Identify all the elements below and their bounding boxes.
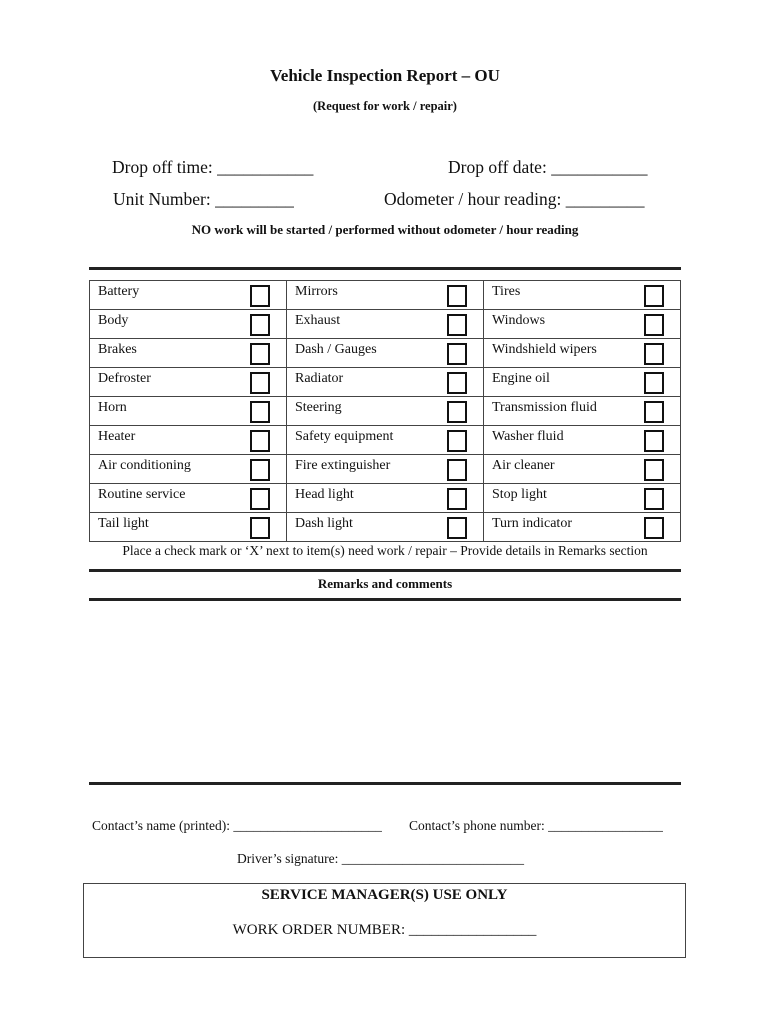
checklist-cell bbox=[287, 368, 484, 397]
checkbox[interactable] bbox=[447, 401, 467, 423]
checkbox[interactable] bbox=[644, 372, 664, 394]
checklist-cell bbox=[90, 339, 287, 368]
checklist-cell bbox=[484, 310, 681, 339]
checklist-cell bbox=[90, 368, 287, 397]
checklist-item-label: Defroster bbox=[98, 371, 151, 386]
checklist-cell bbox=[90, 513, 287, 542]
checklist-row bbox=[90, 455, 681, 484]
checklist-cell bbox=[287, 397, 484, 426]
checkbox[interactable] bbox=[250, 517, 270, 539]
checklist-item-label: Head light bbox=[295, 487, 354, 502]
checklist-cell bbox=[287, 426, 484, 455]
checklist-cell bbox=[484, 484, 681, 513]
checkbox[interactable] bbox=[644, 430, 664, 452]
checkbox[interactable] bbox=[447, 343, 467, 365]
checklist-item-label: Tires bbox=[492, 284, 521, 299]
checkbox[interactable] bbox=[644, 314, 664, 336]
checklist-item-label: Safety equipment bbox=[295, 429, 394, 444]
checkbox[interactable] bbox=[447, 488, 467, 510]
checklist-item-label: Engine oil bbox=[492, 371, 550, 386]
drop-off-time-field[interactable]: Drop off time: ___________ bbox=[112, 157, 314, 177]
checklist-cell bbox=[90, 484, 287, 513]
checklist-cell bbox=[287, 310, 484, 339]
checklist-item-label: Dash / Gauges bbox=[295, 342, 377, 357]
contact-name-field[interactable]: Contact’s name (printed): ______________________ bbox=[92, 818, 382, 833]
report-subtitle: (Request for work / repair) bbox=[313, 99, 457, 113]
checklist-item-label: Washer fluid bbox=[492, 429, 564, 444]
checklist-item-label: Mirrors bbox=[295, 284, 338, 299]
service-manager-title: SERVICE MANAGER(S) USE ONLY bbox=[261, 887, 508, 903]
checkbox[interactable] bbox=[447, 459, 467, 481]
checklist-item-label: Turn indicator bbox=[492, 516, 572, 531]
work-order-field[interactable]: WORK ORDER NUMBER: _________________ bbox=[232, 922, 537, 938]
divider bbox=[89, 569, 681, 572]
divider bbox=[89, 598, 681, 601]
checklist-item-label: Stop light bbox=[492, 487, 547, 502]
checklist-item-label: Fire extinguisher bbox=[295, 458, 391, 473]
unit-number-field[interactable]: Unit Number: _________ bbox=[113, 189, 294, 209]
driver-signature-field[interactable]: Driver’s signature: ___________________________ bbox=[237, 851, 524, 866]
checkbox[interactable] bbox=[250, 314, 270, 336]
contact-phone-field[interactable]: Contact’s phone number: _________________ bbox=[409, 818, 663, 833]
checkbox[interactable] bbox=[447, 517, 467, 539]
checkbox[interactable] bbox=[250, 401, 270, 423]
checklist-cell bbox=[484, 513, 681, 542]
checklist-item-label: Exhaust bbox=[295, 313, 341, 328]
checklist-cell bbox=[90, 455, 287, 484]
checklist-item-label: Routine service bbox=[98, 487, 186, 502]
checklist-cell bbox=[484, 426, 681, 455]
checkbox[interactable] bbox=[644, 401, 664, 423]
checklist-row bbox=[90, 426, 681, 455]
checkbox[interactable] bbox=[447, 314, 467, 336]
checklist-instructions: Place a check mark or ‘X’ next to item(s) need work / repair – Provide details in Remarks section bbox=[122, 543, 648, 558]
checklist-cell bbox=[90, 310, 287, 339]
checklist-cell bbox=[90, 397, 287, 426]
checklist-item-label: Horn bbox=[98, 400, 127, 415]
checklist-cell bbox=[90, 281, 287, 310]
checkbox[interactable] bbox=[644, 488, 664, 510]
checkbox[interactable] bbox=[250, 488, 270, 510]
checklist-item-label: Body bbox=[98, 313, 129, 328]
checkbox[interactable] bbox=[447, 430, 467, 452]
checklist-row bbox=[90, 484, 681, 513]
checklist-item-label: Brakes bbox=[98, 342, 137, 357]
checklist-cell bbox=[484, 455, 681, 484]
odometer-field[interactable]: Odometer / hour reading: _________ bbox=[384, 189, 645, 209]
checklist-row bbox=[90, 397, 681, 426]
checklist-item-label: Dash light bbox=[295, 516, 353, 531]
checklist-row bbox=[90, 368, 681, 397]
checklist-item-label: Tail light bbox=[98, 516, 149, 531]
divider bbox=[89, 267, 681, 270]
checklist-item-label: Windshield wipers bbox=[492, 342, 597, 357]
checklist-cell bbox=[484, 368, 681, 397]
odometer-notice: NO work will be started / performed without odometer / hour reading bbox=[191, 222, 579, 237]
checklist-item-label: Heater bbox=[98, 429, 136, 444]
checklist-item-label: Air cleaner bbox=[492, 458, 555, 473]
checklist-row bbox=[90, 310, 681, 339]
inspection-checklist bbox=[89, 280, 681, 542]
divider bbox=[89, 782, 681, 785]
checkbox[interactable] bbox=[250, 372, 270, 394]
checkbox[interactable] bbox=[644, 517, 664, 539]
report-title: Vehicle Inspection Report – OU bbox=[270, 66, 500, 85]
checklist-cell bbox=[287, 513, 484, 542]
drop-off-date-field[interactable]: Drop off date: ___________ bbox=[448, 157, 648, 177]
checkbox[interactable] bbox=[250, 343, 270, 365]
checkbox[interactable] bbox=[644, 343, 664, 365]
checklist-cell bbox=[287, 339, 484, 368]
checklist-item-label: Steering bbox=[295, 400, 342, 415]
checklist-cell bbox=[287, 455, 484, 484]
remarks-area[interactable] bbox=[89, 602, 681, 780]
checkbox[interactable] bbox=[644, 459, 664, 481]
checklist-cell bbox=[90, 426, 287, 455]
checkbox[interactable] bbox=[250, 285, 270, 307]
checkbox[interactable] bbox=[250, 430, 270, 452]
remarks-title: Remarks and comments bbox=[317, 576, 453, 591]
checkbox[interactable] bbox=[644, 285, 664, 307]
checklist-cell bbox=[484, 281, 681, 310]
checklist-item-label: Battery bbox=[98, 284, 140, 299]
checkbox[interactable] bbox=[447, 372, 467, 394]
checklist-item-label: Windows bbox=[492, 313, 546, 328]
checkbox[interactable] bbox=[250, 459, 270, 481]
checklist-item-label: Air conditioning bbox=[98, 458, 191, 473]
checkbox[interactable] bbox=[447, 285, 467, 307]
checklist-cell bbox=[287, 484, 484, 513]
checklist-row bbox=[90, 281, 681, 310]
checklist-item-label: Transmission fluid bbox=[492, 400, 597, 415]
checklist-item-label: Radiator bbox=[295, 371, 344, 386]
checklist-cell bbox=[287, 281, 484, 310]
checklist-cell bbox=[484, 397, 681, 426]
checklist-row bbox=[90, 339, 681, 368]
checklist-row bbox=[90, 513, 681, 542]
checklist-cell bbox=[484, 339, 681, 368]
